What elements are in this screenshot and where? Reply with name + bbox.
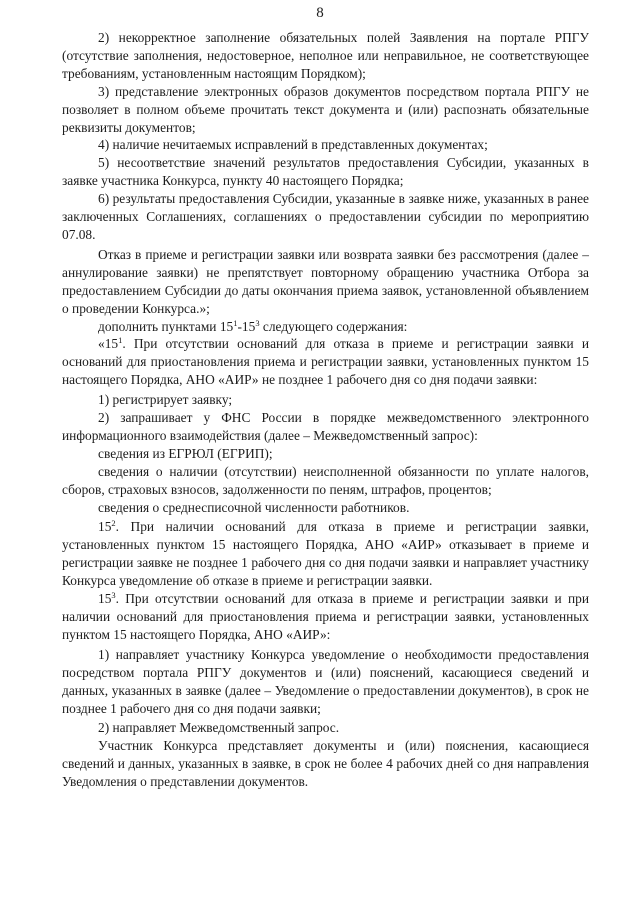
amendment-intro-pre: дополнить пунктами 15 bbox=[98, 318, 234, 334]
clause-15-3-item-2: 2) направляет Межведомственный запрос. bbox=[98, 720, 340, 736]
request-item-headcount: сведения о среднесписочной численности работников. bbox=[98, 499, 410, 515]
document-body bbox=[62, 29, 589, 791]
clause-15-3-text: . При отсутствии оснований для отказа в приеме и регистрации заявки и при наличии оснований для приостановления приема и регистрации заявки, установленных пунктом 15 настоящего Порядка, АНО «АИР»: bbox=[62, 591, 589, 642]
rejection-note-paragraph: Отказ в приеме и регистрации заявки или возврата заявки без рассмотрения (далее – аннулирование заявки) не препятствует повторному обращению участника Отбора за предоставлением Субсидии до даты окончания приема заявок, установленной объявлением о проведении Конкурса.»; bbox=[62, 246, 589, 316]
list-item-6: 6) результаты предоставления Субсидии, указанные в заявке ниже, указанных в ранее заключенных Соглашениях, соглашениях о предоставлении субсидии по мероприятию 07.08. bbox=[62, 191, 589, 242]
superscript: 2 bbox=[111, 518, 116, 529]
clause-15-3-item-1: 1) направляет участнику Конкурса уведомление о необходимости предоставления посредством портала РПГУ документов и (или) пояснений, касающиеся сведений и данных, указанных в заявке (далее – Уведомление о предоставлении документов), в срок не позднее 1 рабочего дня со дня подачи заявки; bbox=[62, 646, 589, 716]
amendment-intro-mid: -15 bbox=[237, 318, 256, 334]
page-number: 8 bbox=[316, 5, 324, 21]
superscript: 3 bbox=[255, 317, 260, 328]
clause-15-1-item-1: 1) регистрирует заявку; bbox=[98, 392, 233, 408]
participant-response-paragraph: Участник Конкурса представляет документы и (или) пояснения, касающиеся сведений и данных, указанных в заявке, в срок не более 4 рабочих дней со дня направления Уведомления о представлении документов. bbox=[62, 738, 589, 790]
superscript: 1 bbox=[118, 335, 123, 346]
clause-15-1-number: «15 bbox=[98, 336, 119, 352]
clause-15-2-text: . При наличии оснований для отказа в приеме и регистрации заявки, установленных пунктом 15 настоящего Порядка, АНО «АИР» отказывает в приеме и регистрации заявке не позднее 1 рабочего дня со дня подачи заявки и направляет участнику Конкурса уведомление об отказе в приеме и регистрации заявки. bbox=[62, 519, 589, 589]
clause-15-1 bbox=[62, 335, 589, 389]
superscript: 3 bbox=[111, 590, 116, 601]
list-item-3: 3) представление электронных образов документов посредством портала РПГУ не позволяет в полном объеме прочитать текст документа и (или) распознать обязательные реквизиты документов; bbox=[62, 83, 589, 135]
list-item-4: 4) наличие нечитаемых исправлений в представленных документах; bbox=[98, 137, 488, 153]
clause-15-3 bbox=[62, 590, 589, 644]
clause-15-1-text: . При отсутствии оснований для отказа в приеме и регистрации заявки и оснований для приостановления приема и регистрации заявки, установленных пунктом 15 настоящего Порядка, АНО «АИР» не позднее 1 рабочего дня со дня подачи заявки: bbox=[62, 336, 589, 388]
list-item-5: 5) несоответствие значений результатов предоставления Субсидии, указанных в заявке участника Конкурса, пункту 40 настоящего Порядка; bbox=[62, 155, 589, 189]
clause-15-1-item-2: 2) запрашивает у ФНС России в порядке межведомственного электронного информационного взаимодействия (далее – Межведомственный запрос): bbox=[62, 410, 589, 443]
amendment-intro bbox=[62, 318, 589, 336]
clause-15-3-number: 15 bbox=[98, 591, 112, 607]
request-item-tax-obligations: сведения о наличии (отсутствии) неисполненной обязанности по уплате налогов, сборов, страховых взносов, задолженности по пеням, штрафов, процентов; bbox=[62, 463, 589, 497]
request-item-egrul: сведения из ЕГРЮЛ (ЕГРИП); bbox=[98, 445, 273, 461]
clause-15-2 bbox=[62, 518, 589, 590]
amendment-intro-post: следующего содержания: bbox=[259, 318, 408, 334]
list-item-2: 2) некорректное заполнение обязательных полей Заявления на портале РПГУ (отсутствие заполнения, недостоверное, неполное или неправильное, не соответствующее требованиям, установленным настоящим Порядком); bbox=[62, 30, 589, 81]
clause-15-2-number: 15 bbox=[98, 519, 112, 535]
superscript: 1 bbox=[233, 317, 238, 328]
